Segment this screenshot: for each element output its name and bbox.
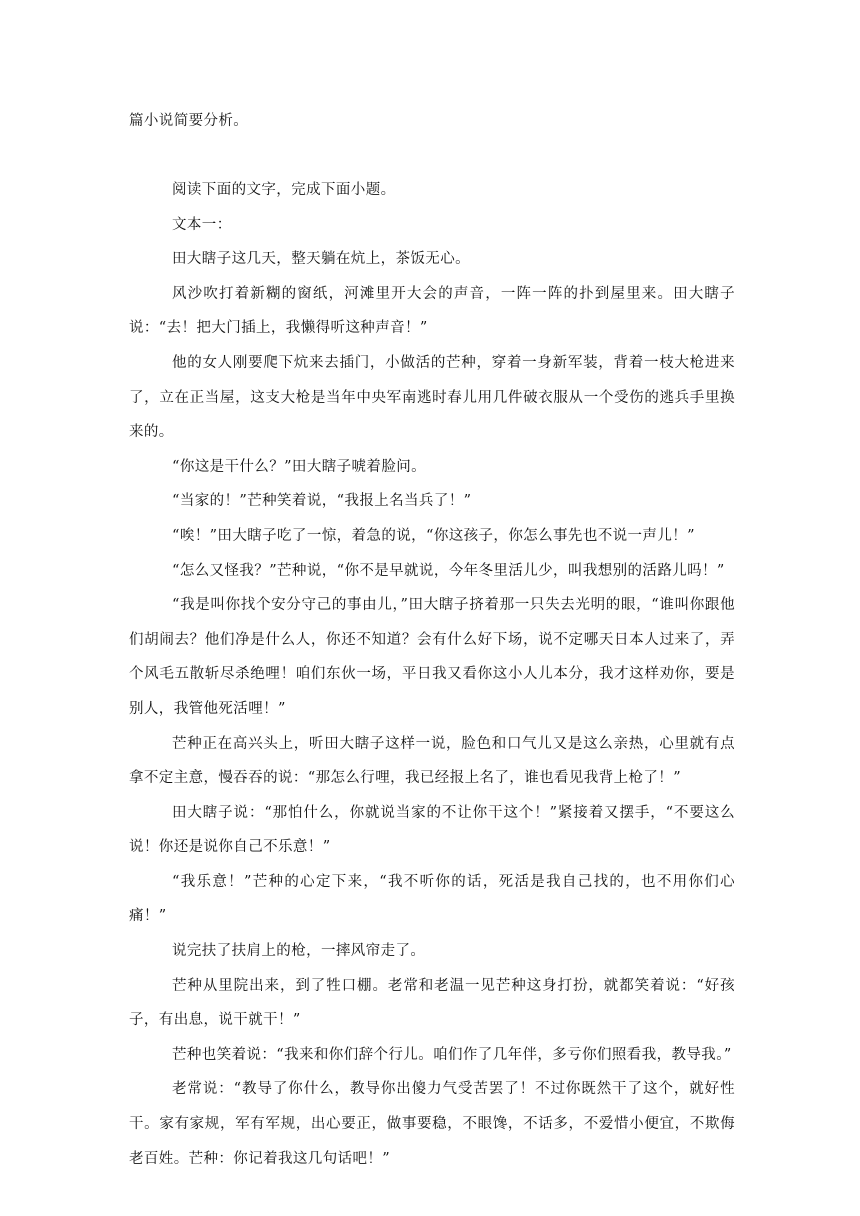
paragraph: 他的女人刚要爬下炕来去插门，小做活的芒种，穿着一身新军装，背着一枝大枪进来了，立在正当屋，这支大枪是当年中央军南逃时春儿用几件破衣服从一个受伤的逃兵手里换来的。	[129, 354, 735, 441]
header-line: 篇小说简要分析。	[129, 113, 249, 129]
paragraph: “我是叫你找个安分守己的事由儿，”田大瞎子挤着那一只失去光明的眼，“谁叫你跟他们胡闹去？他们净是什么人，你还不知道？会有什么好下场，说不定哪天日本人过来了，弄个风毛五散斩尽杀绝哩！咱们东伙一场，平日我又看你这小人儿本分，我才这样劝你，要是别人，我管他死活哩！”	[129, 597, 735, 717]
paragraph: “唉！”田大瞎子吃了一惊，着急的说，“你这孩子，你怎么事先也不说一声儿！”	[172, 527, 695, 544]
paragraph: 芒种从里院出来，到了牲口棚。老常和老温一见芒种这身打扮，就都笑着说：“好孩子，有出息，说干就干！”	[129, 977, 735, 1029]
text-one-heading: 文本一：	[172, 216, 232, 233]
paragraph: 老常说：“教导了你什么，教导你出傻力气受苦罢了！不过你既然干了这个，就好性干。家有家规，军有军规，出心要正，做事要稳，不眼馋，不话多，不爱惜小便宜，不欺侮老百姓。芒种：你记着我这几句话吧！”	[129, 1081, 735, 1167]
previous-question-tail	[129, 104, 735, 139]
paragraph: 芒种也笑着说：“我来和你们辞个行儿。咱们作了几年伴，多亏你们照看我，教导我。”	[172, 1046, 732, 1063]
paragraph: “我乐意！”芒种的心定下来，“我不听你的话，死活是我自己找的，也不用你们心痛！”	[129, 873, 735, 925]
paragraph: 风沙吹打着新糊的窗纸，河滩里开大会的声音，一阵一阵的扑到屋里来。田大瞎子说：“去！把大门插上，我懒得听这种声音！”	[129, 285, 735, 337]
paragraph: “当家的！”芒种笑着说，“我报上名当兵了！”	[172, 493, 472, 510]
paragraph: 芒种正在高兴头上，听田大瞎子这样一说，脸色和口气儿又是这么亲热，心里就有点拿不定主意，慢吞吞的说：“那怎么行哩，我已经报上名了，谁也看见我背上枪了！”	[129, 735, 735, 787]
paragraph: 田大瞎子说：“那怕什么，你就说当家的不让你干这个！”紧接着又摆手，“不要这么说！你还是说你自己不乐意！”	[129, 804, 735, 856]
paragraph: 说完扶了扶肩上的枪，一摔风帘走了。	[172, 943, 426, 960]
paragraph: “你这是干什么？”田大瞎子唬着脸问。	[172, 458, 427, 475]
paragraph: “怎么又怪我？”芒种说，“你不是早就说，今年冬里活儿少，叫我想别的活路儿吗！”	[172, 562, 725, 579]
paragraph: 田大瞎子这几天，整天躺在炕上，茶饭无心。	[172, 251, 470, 268]
instruction-line: 阅读下面的文字，完成下面小题。	[172, 182, 396, 198]
reading-passage	[129, 173, 735, 1176]
